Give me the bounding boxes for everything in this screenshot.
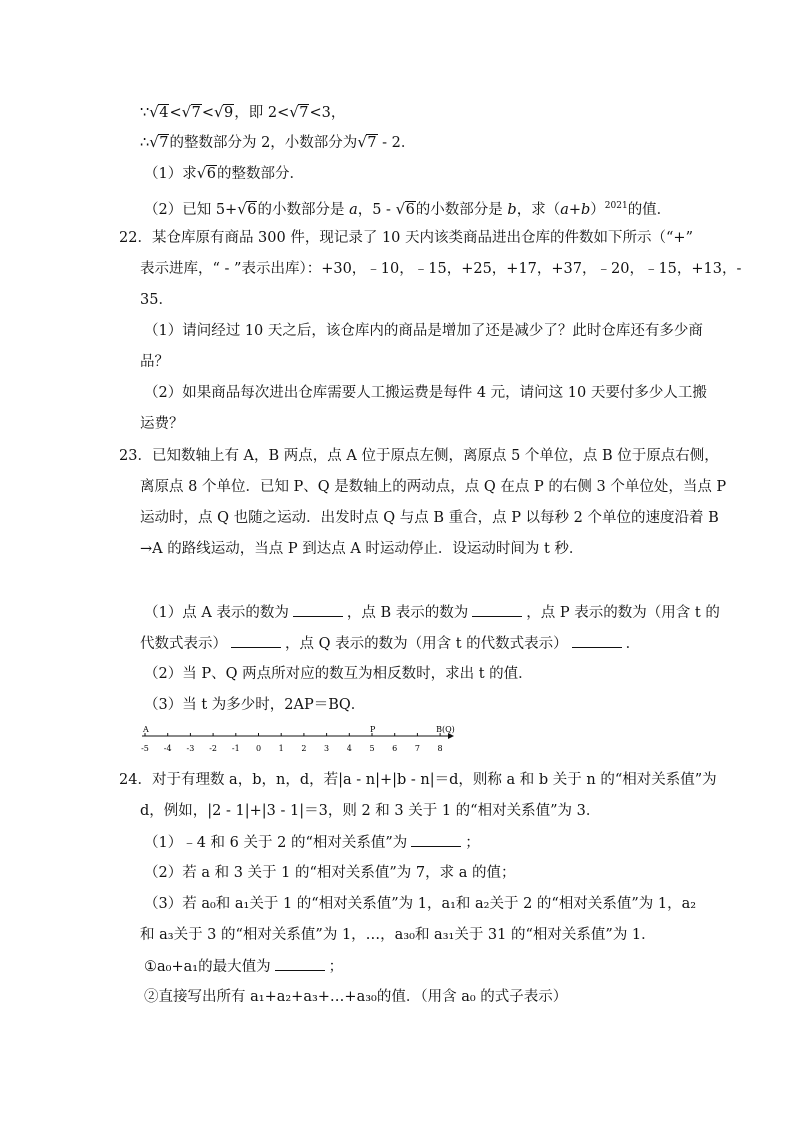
number-line-tick-label: 5 [369,744,375,753]
intro-line-1: ∵√ 4<√ 7<√ 9，即 2<√ 7<3， [140,103,345,123]
sqrt-7: √ 7 [182,103,202,123]
answer-blank[interactable] [572,633,622,648]
p23-line-2: 离原点 8 个单位．已知 P、Q 是数轴上的两动点，点 Q 在点 P 的右侧 3 个单位处，当点 P [140,479,727,495]
sqrt-7b: √ 7 [289,103,309,123]
label-P: P [370,725,376,734]
p23-question-2: （2）当 P、Q 两点所对应的数互为相反数时，求出 t 的值． [144,666,533,682]
number-line-tick-label: -3 [186,744,195,753]
sqrt-7d: √ 7 [357,133,377,153]
sqrt-6b: √ 6 [237,200,257,220]
answer-blank[interactable] [231,633,281,648]
p23-line-1: 23．已知数轴上有 A，B 两点，点 A 位于原点左侧，离原点 5 个单位，点 B 位于原点右侧， [119,448,719,464]
p24-question-3d: ②直接写出所有 a₁+a₂+a₃+…+a₃₀的值．（用含 a₀ 的式子表示） [144,989,568,1005]
intro-question-1: （1）求√ 6的整数部分． [144,164,304,184]
p22-question-1b: 品？ [140,354,169,370]
sqrt-6: √ 6 [197,164,217,184]
because-symbol: ∵ [140,105,150,121]
sqrt-7c: √ 7 [149,133,169,153]
number-line-tick-label: -5 [141,744,149,753]
number-line-tick-label: 4 [346,744,352,753]
number-line-tick-label: 7 [414,744,420,753]
p22-question-1a: （1）请问经过 10 天之后，该仓库内的商品是增加了还是减少了？此时仓库还有多少商 [144,323,703,339]
label-BQ: B(Q) [436,725,455,734]
number-line-tick-label: 2 [301,744,307,753]
p22-line-2: 表示进库，“ - ”表示出库）：+30，﹣10，﹣15，+25，+17，+37，﹣20，﹣15，+13，- [140,261,742,277]
number-line-tick-label: -4 [163,744,172,753]
sqrt-9: √ 9 [214,103,234,123]
answer-blank[interactable] [411,832,461,847]
intro-line-2: ∴√ 7的整数部分为 2，小数部分为√ 7 - 2． [140,133,415,153]
answer-blank[interactable] [293,602,343,617]
p22-line-3: 35． [140,292,173,308]
number-line-figure [140,724,460,756]
p24-line-2: d，例如，|2 - 1|+|3 - 1|＝3，则 2 和 3 关于 1 的“相对关系值”为 3． [140,803,601,819]
answer-blank[interactable] [472,602,522,617]
intro-question-2: （2）已知 5+√ 6的小数部分是 a，5 - √ 6的小数部分是 b，求$(a+b)^{2021}$的值． [144,196,671,220]
p22-line-1: 22．某仓库原有商品 300 件，现记录了 10 天内该类商品进出仓库的件数如下所示（“+” [119,230,693,246]
number-line-tick-label: -1 [231,744,240,753]
number-line-tick-label: 1 [278,744,284,753]
p23-question-1a: （1）点 A 表示的数为 ，点 B 表示的数为 ，点 P 表示的数为（用含 t 的 [144,602,720,623]
number-line-tick-label: 3 [324,744,330,753]
p22-question-2a: （2）如果商品每次进出仓库需要人工搬运费是每件 4 元，请问这 10 天要付多少人工搬 [144,385,707,401]
p22-question-2b: 运费？ [140,416,184,432]
p23-question-1b: 代数式表示） ，点 Q 表示的数为（用含 t 的代数式表示） ． [140,633,640,654]
label-A: A [143,725,149,734]
number-line-tick-label: 0 [255,744,262,753]
p24-question-2: （2）若 a 和 3 关于 1 的“相对关系值”为 7，求 a 的值； [144,865,516,881]
number-line-tick-label: 8 [437,744,443,753]
p24-question-1: （1）﹣4 和 6 关于 2 的“相对关系值”为 ； [144,832,480,853]
p24-question-3c: ①a₀+a₁的最大值为 ； [144,956,343,977]
p23-question-3: （3）当 t 为多少时，2AP＝BQ． [144,697,366,713]
sqrt-6c: √ 6 [396,200,416,220]
number-line-tick-label: -2 [209,744,217,753]
p24-question-3b: 和 a₃关于 3 的“相对关系值”为 1，…，a₃₀和 a₃₁关于 31 的“相对关系值”为 1． [140,927,656,943]
p24-question-3a: （3）若 a₀和 a₁关于 1 的“相对关系值”为 1，a₁和 a₂关于 2 的“相对关系值”为 1，a₂ [144,896,697,912]
sqrt-4: √ 4 [149,103,169,123]
number-line-tick-label: 6 [392,744,398,753]
p23-line-3: 运动时，点 Q 也随之运动．出发时点 Q 与点 B 重合，点 P 以每秒 2 个单位的速度沿着 B [140,510,719,526]
p24-line-1: 24．对于有理数 a，b，n，d，若|a - n|+|b - n|＝d，则称 a 和 b 关于 n 的“相对关系值”为 [119,772,717,788]
therefore-symbol: ∴ [140,135,150,151]
answer-blank[interactable] [275,956,325,971]
p23-line-4: →A 的路线运动，当点 P 到达点 A 时运动停止．设运动时间为 t 秒． [140,541,584,557]
